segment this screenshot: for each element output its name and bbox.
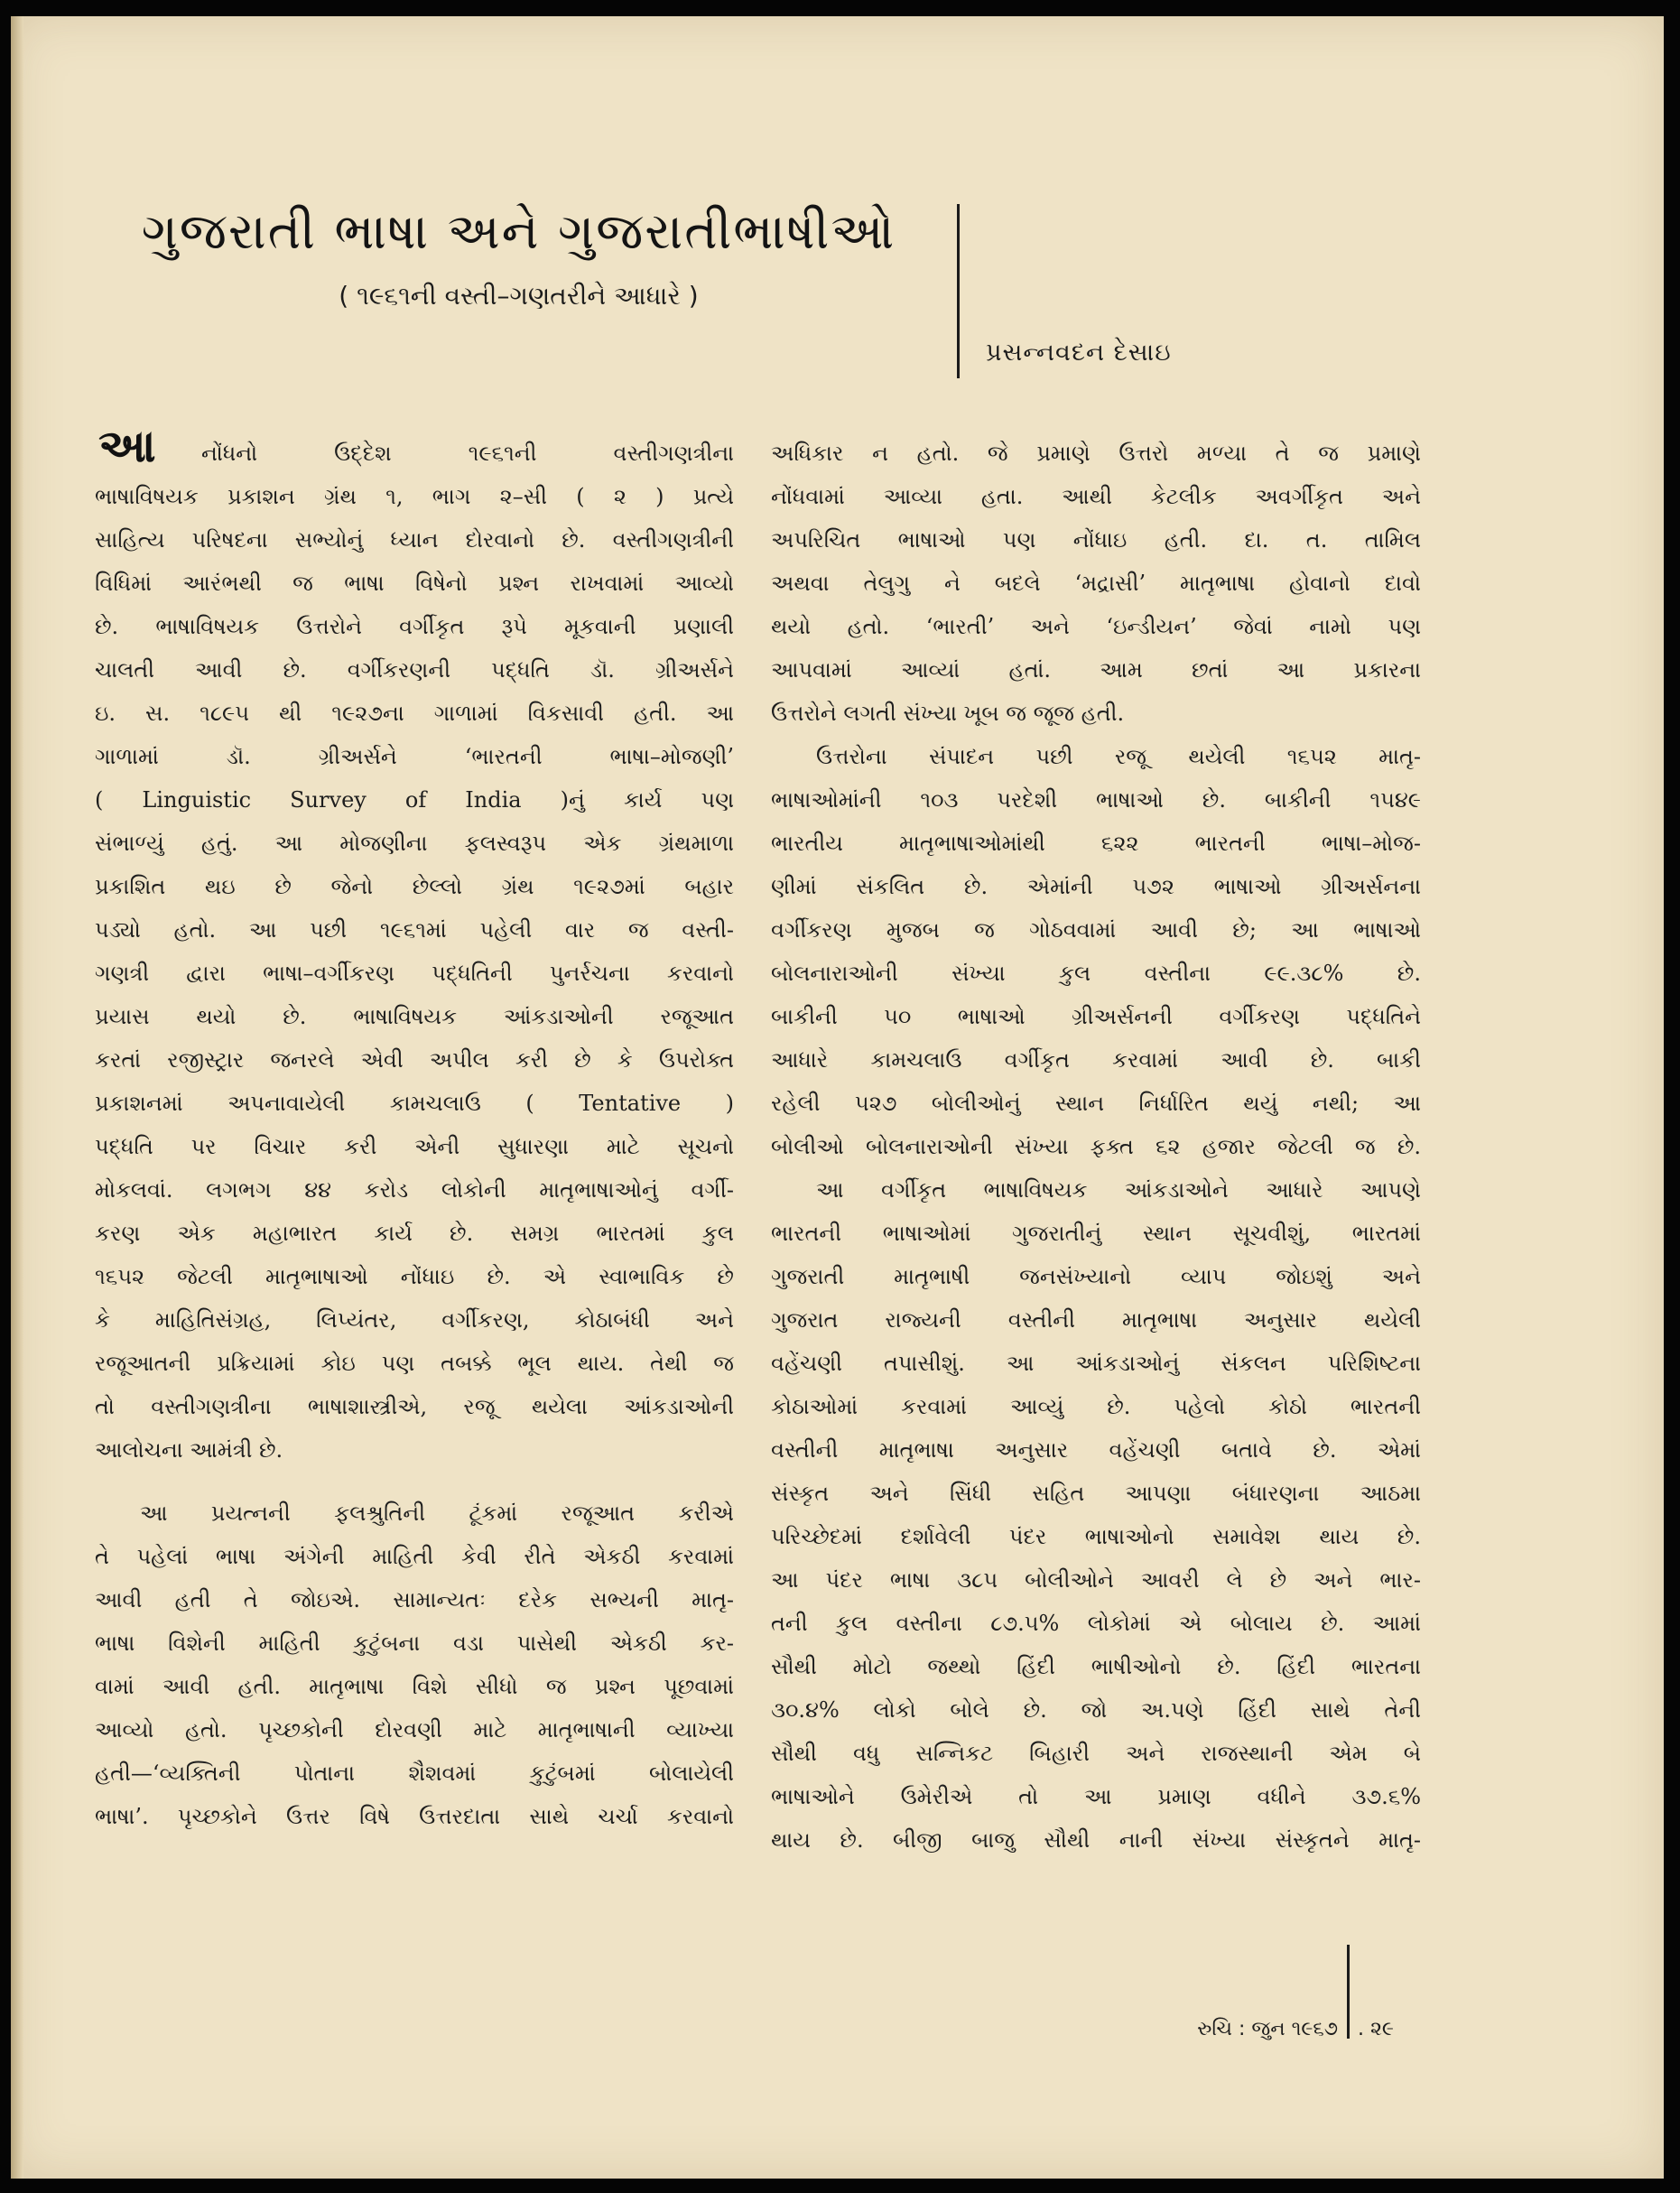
title-divider bbox=[957, 204, 960, 378]
text-line: આધારે કામચલાઉ વર્ગીકૃત કરવામાં આવી છે. બાકી bbox=[771, 1047, 1421, 1073]
text-line: આવ્યો હતો. પૃચ્છકોની દોરવણી માટે માતૃભાષાની વ્યાખ્યા bbox=[95, 1717, 734, 1742]
text-line: વર્ગીકરણ મુજબ જ ગોઠવવામાં આવી છે; આ ભાષાઓ bbox=[771, 917, 1421, 943]
text-line: આ પ્રયત્નની ફલશ્રુતિની ટૂંકમાં રજૂઆત કરીએ bbox=[140, 1501, 734, 1526]
text-line: ગુજરાત રાજ્યની વસ્તીની માતૃભાષા અનુસાર થયેલી bbox=[771, 1307, 1421, 1333]
text-line: બોલીઓ બોલનારાઓની સંખ્યા ફક્ત ૬૨ હજાર જેટલી જ છે. bbox=[771, 1134, 1421, 1159]
text-line: ઉત્તરોને લગતી સંખ્યા ખૂબ જ જૂજ હતી. bbox=[771, 701, 1125, 726]
text-line: ભાષા’. પૃચ્છકોને ઉત્તર વિષે ઉત્તરદાતા સાથે ચર્ચા કરવાનો bbox=[95, 1804, 734, 1829]
text-line: વસ્તીની માતૃભાષા અનુસાર વહેંચણી બતાવે છે. એમાં bbox=[771, 1437, 1421, 1463]
paragraph-gap bbox=[95, 1472, 734, 1491]
article-author: પ્રસન્નવદન દેસાઇ bbox=[986, 339, 1172, 367]
text-line: રહેલી ૫૨૭ બોલીઓનું સ્થાન નિર્ધારિત થયું નથી; આ bbox=[771, 1091, 1421, 1116]
text-line: હતી—‘વ્યક્તિની પોતાના શૈશવમાં કુટુંબમાં બોલાયેલી bbox=[95, 1761, 734, 1786]
text-line: તો વસ્તીગણત્રીના ભાષાશાસ્ત્રીએ, રજૂ થયેલા આંકડાઓની bbox=[95, 1394, 734, 1419]
text-line: કે માહિતિસંગ્રહ, લિપ્યંતર, વર્ગીકરણ, કોઠાબંધી અને bbox=[95, 1307, 734, 1333]
text-line: ગાળામાં ડૉ. ગ્રીઅર્સને ‘ભારતની ભાષા–મોજણી’ bbox=[95, 744, 734, 769]
text-line: આલોચના આમંત્રી છે. bbox=[95, 1437, 283, 1463]
text-line: ભાષાઓમાંની ૧૦૩ પરદેશી ભાષાઓ છે. બાકીની ૧૫૪૯ bbox=[771, 787, 1421, 813]
text-line: કરતાં રજીસ્ટ્રાર જનરલે એવી અપીલ કરી છે કે ઉપરોક્ત bbox=[95, 1047, 734, 1073]
text-line: વામાં આવી હતી. માતૃભાષા વિશે સીધો જ પ્રશ્ન પૂછવામાં bbox=[95, 1674, 734, 1699]
text-line: પડ્યો હતો. આ પછી ૧૯૬૧માં પહેલી વાર જ વસ્તી- bbox=[95, 917, 734, 943]
text-line: અપરિચિત ભાષાઓ પણ નોંધાઇ હતી. દા. ત. તામિલ bbox=[771, 527, 1421, 553]
magazine-page bbox=[11, 16, 1664, 2179]
text-line: બોલનારાઓની સંખ્યા કુલ વસ્તીના ૯૯.૩૮% છે. bbox=[771, 961, 1421, 986]
right-column bbox=[771, 432, 1421, 1862]
text-line: ભાષાઓને ઉમેરીએ તો આ પ્રમાણ વધીને ૩૭.૬% bbox=[771, 1784, 1421, 1809]
text-line: ૧૬૫૨ જેટલી માતૃભાષાઓ નોંધાઇ છે. એ સ્વાભાવિક છે bbox=[95, 1264, 734, 1289]
text-line: પ્રકાશનમાં અપનાવાયેલી કામચલાઉ ( Tentative ) bbox=[95, 1091, 734, 1116]
text-line: નોંધનો ઉદ્દેશ ૧૯૬૧ની વસ્તીગણત્રીના bbox=[201, 441, 734, 466]
footer-divider bbox=[1347, 1945, 1350, 2039]
text-line: પદ્ધતિ પર વિચાર કરી એની સુધારણા માટે સૂચનો bbox=[95, 1134, 734, 1159]
text-line: આ પંદર ભાષા ૩૮૫ બોલીઓને આવરી લે છે અને ભાર- bbox=[771, 1567, 1421, 1593]
drop-cap: આ bbox=[98, 420, 156, 472]
text-line: રજૂઆતની પ્રક્રિયામાં કોઇ પણ તબક્કે ભૂલ થાય. તેથી જ bbox=[95, 1351, 734, 1376]
text-line: વિધિમાં આરંભથી જ ભાષા વિષેનો પ્રશ્ન રાખવામાં આવ્યો bbox=[95, 571, 734, 596]
article-title: ગુજરાતી ભાષા અને ગુજરાતીભાષીઓ bbox=[141, 202, 896, 260]
page-number: . ૨૯ bbox=[1358, 2018, 1394, 2040]
text-line: થયો હતો. ‘ભારતી’ અને ‘ઇન્ડીયન’ જેવાં નામો પણ bbox=[771, 614, 1421, 639]
text-line: ઇ. સ. ૧૮૯૫ થી ૧૯૨૭ના ગાળામાં વિકસાવી હતી. આ bbox=[95, 701, 734, 726]
text-line: પરિચ્છેદમાં દર્શાવેલી પંદર ભાષાઓનો સમાવેશ થાય છે. bbox=[771, 1524, 1421, 1549]
text-line: તે પહેલાં ભાષા અંગેની માહિતી કેવી રીતે એકઠી કરવામાં bbox=[95, 1544, 734, 1569]
text-line: તની કુલ વસ્તીના ૮૭.૫% લોકોમાં એ બોલાય છે. આમાં bbox=[771, 1611, 1421, 1636]
text-line: સંસ્કૃત અને સિંધી સહિત આપણા બંધારણના આઠમા bbox=[771, 1481, 1421, 1506]
text-line: સાહિત્ય પરિષદના સભ્યોનું ધ્યાન દોરવાનો છે. વસ્તીગણત્રીની bbox=[95, 527, 734, 553]
text-line: ૩૦.૪% લોકો બોલે છે. જો અ.પણે હિંદી સાથે તેની bbox=[771, 1697, 1421, 1723]
text-line: નોંધવામાં આવ્યા હતા. આથી કેટલીક અવર્ગીકૃત અને bbox=[771, 484, 1421, 509]
text-line: આવી હતી તે જોઇએ. સામાન્યતઃ દરેક સભ્યની માતૃ- bbox=[95, 1587, 734, 1612]
text-line: ગુજરાતી માતૃભાષી જનસંખ્યાનો વ્યાપ જોઇશું અને bbox=[771, 1264, 1421, 1289]
text-line: ણીમાં સંકલિત છે. એમાંની ૫૭૨ ભાષાઓ ગ્રીઅર્સનના bbox=[771, 874, 1421, 899]
text-line: અથવા તેલુગુ ને બદલે ‘મદ્રાસી’ માતૃભાષા હોવાનો દાવો bbox=[771, 571, 1421, 596]
text-line: અધિકાર ન હતો. જે પ્રમાણે ઉત્તરો મળ્યા તે જ પ્રમાણે bbox=[771, 441, 1421, 466]
text-line: સૌથી મોટો જથ્થો હિંદી ભાષીઓનો છે. હિંદી ભારતના bbox=[771, 1654, 1421, 1679]
text-line: આપવામાં આવ્યાં હતાં. આમ છતાં આ પ્રકારના bbox=[771, 657, 1421, 683]
text-line: સૌથી વધુ સન્નિકટ બિહારી અને રાજસ્થાની એમ બે bbox=[771, 1741, 1421, 1766]
text-line: ચાલતી આવી છે. વર્ગીકરણની પદ્ધતિ ડૉ. ગ્રીઅર્સને bbox=[95, 657, 734, 683]
page-spine-shadow bbox=[11, 16, 23, 2179]
text-line: થાય છે. બીજી બાજુ સૌથી નાની સંખ્યા સંસ્કૃતને માતૃ- bbox=[771, 1827, 1421, 1853]
article-subtitle: ( ૧૯૬૧ની વસ્તી–ગણતરીને આધારે ) bbox=[339, 281, 699, 311]
text-line: પ્રયાસ થયો છે. ભાષાવિષયક આંકડાઓની રજૂઆત bbox=[95, 1004, 734, 1029]
text-line: કોઠાઓમાં કરવામાં આવ્યું છે. પહેલો કોઠો ભારતની bbox=[771, 1394, 1421, 1419]
footer-journal: રુચિ : જુન ૧૯૬૭ bbox=[1197, 2018, 1338, 2040]
text-line: વહેંચણી તપાસીશું. આ આંકડાઓનું સંકલન પરિશિષ્ટના bbox=[771, 1351, 1421, 1376]
text-line: ભાષાવિષયક પ્રકાશન ગ્રંથ ૧, ભાગ ૨–સી ( ૨ ) પ્રત્યે bbox=[95, 484, 734, 509]
left-column bbox=[95, 420, 734, 1838]
text-line: ગણત્રી દ્વારા ભાષા–વર્ગીકરણ પદ્ધતિની પુનર્રચના કરવાનો bbox=[95, 961, 734, 986]
text-line: સંભાળ્યું હતું. આ મોજણીના ફલસ્વરૂપ એક ગ્રંથમાળા bbox=[95, 831, 734, 856]
text-line: મોકલવાં. લગભગ ૪૪ કરોડ લોકોની માતૃભાષાઓનું વર્ગી- bbox=[95, 1177, 734, 1203]
text-line: કરણ એક મહાભારત કાર્ય છે. સમગ્ર ભારતમાં કુલ bbox=[95, 1221, 734, 1246]
text-line: ભારતીય માતૃભાષાઓમાંથી ૬૨૨ ભારતની ભાષા–મોજ- bbox=[771, 831, 1421, 856]
text-line: ( Linguistic Survey of India )નું કાર્ય પણ bbox=[95, 787, 734, 813]
text-line: આ વર્ગીકૃત ભાષાવિષયક આંકડાઓને આધારે આપણે bbox=[816, 1177, 1421, 1203]
text-line: પ્રકાશિત થઇ છે જેનો છેલ્લો ગ્રંથ ૧૯૨૭માં બહાર bbox=[95, 874, 734, 899]
text-line: ઉત્તરોના સંપાદન પછી રજૂ થયેલી ૧૬૫૨ માતૃ- bbox=[816, 744, 1421, 769]
text-line: બાકીની ૫૦ ભાષાઓ ગ્રીઅર્સનની વર્ગીકરણ પદ્ધતિને bbox=[771, 1004, 1421, 1029]
text-line: છે. ભાષાવિષયક ઉત્તરોને વર્ગીકૃત રૂપે મૂકવાની પ્રણાલી bbox=[95, 614, 734, 639]
text-line: ભારતની ભાષાઓમાં ગુજરાતીનું સ્થાન સૂચવીશું, ભારતમાં bbox=[771, 1221, 1421, 1246]
text-line: ભાષા વિશેની માહિતી કુટુંબના વડા પાસેથી એકઠી કર- bbox=[95, 1631, 734, 1656]
